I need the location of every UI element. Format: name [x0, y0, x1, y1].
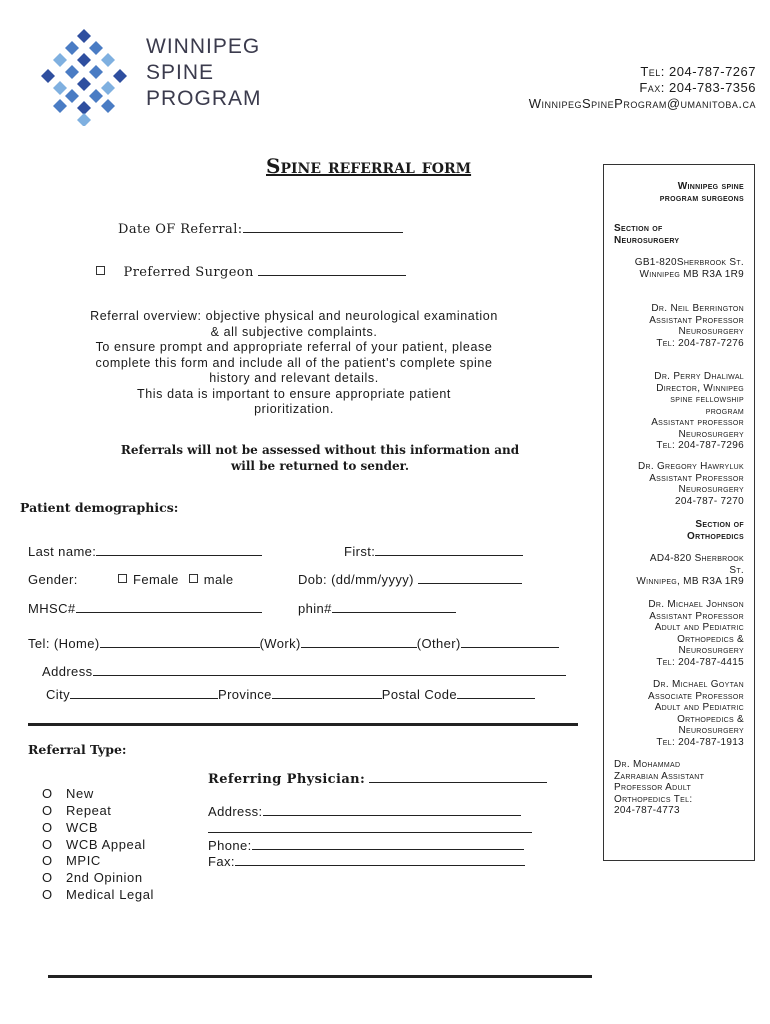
- logo-diamond: [53, 53, 67, 67]
- physician-address-field[interactable]: [263, 804, 521, 816]
- surgeon-entry: [649, 303, 744, 349]
- neurosurgery-heading-line: Section of: [614, 223, 663, 234]
- radio-marker[interactable]: O: [42, 887, 53, 902]
- surgeon-entry-line: Dr. Mohammad: [614, 759, 681, 770]
- logo-diamond: [101, 81, 115, 95]
- address-row: [42, 664, 566, 679]
- neurosurgery-heading-line: Neurosurgery: [614, 234, 680, 246]
- surgeon-entry-line: Dr. Michael Johnson: [648, 599, 744, 610]
- physician-address-label: Address:: [208, 804, 263, 819]
- gender-options: [118, 572, 234, 587]
- contact-tel: Tel: 204-787-7267: [640, 64, 756, 79]
- preferred-surgeon-row: [96, 264, 406, 280]
- province-label: Province: [218, 687, 272, 702]
- overview-line: This data is important to ensure appropriate patient: [137, 386, 451, 401]
- surgeon-entry: [648, 679, 744, 748]
- surgeon-entry-line: Neurosurgery: [678, 428, 744, 440]
- referral-type-option[interactable]: [42, 837, 146, 852]
- orthopedics-heading-line: Section of: [695, 519, 744, 530]
- dob-row: [298, 572, 522, 587]
- radio-marker[interactable]: O: [42, 803, 53, 818]
- tel-other-field[interactable]: [461, 636, 559, 648]
- surgeon-entry-line: 204-787-4773: [614, 805, 680, 816]
- overview-line: Referral overview: objective physical and neurological examination: [90, 309, 498, 323]
- first-name-field[interactable]: [375, 544, 523, 556]
- last-name-row: [28, 544, 262, 559]
- female-label: Female: [133, 572, 179, 587]
- radio-marker[interactable]: O: [42, 870, 53, 885]
- patient-demographics-heading: Patient demographics:: [20, 500, 179, 515]
- surgeon-entry-line: Dr. Michael Goytan: [652, 679, 744, 690]
- last-name-label: Last name:: [28, 544, 97, 559]
- surgeon-entry-line: Tel: 204-787-7296: [656, 440, 744, 451]
- surgeon-entry-line: Tel: 204-787-1913: [656, 736, 744, 748]
- female-checkbox[interactable]: [118, 574, 127, 583]
- tel-home-label: Tel: (Home): [28, 636, 100, 651]
- address-field[interactable]: [93, 664, 566, 676]
- physician-phone-field[interactable]: [252, 838, 524, 850]
- contact-fax: Fax: 204-783-7356: [639, 80, 756, 95]
- surgeon-entry-line: Adult and Pediatric: [654, 622, 744, 633]
- physician-phone-row: [208, 838, 524, 853]
- referral-type-option[interactable]: [42, 870, 143, 885]
- tel-work-field[interactable]: [301, 636, 417, 648]
- radio-marker[interactable]: O: [42, 853, 53, 868]
- referral-type-label: New: [66, 786, 94, 801]
- date-of-referral-label: Date OF Referral:: [118, 222, 243, 237]
- last-name-field[interactable]: [96, 544, 262, 556]
- program-logo: [34, 26, 134, 126]
- referral-type-label: Medical Legal: [66, 887, 155, 902]
- surgeon-entry-line: Neurosurgery: [678, 725, 744, 736]
- logo-line: PROGRAM: [146, 87, 262, 110]
- overview-line: prioritization.: [254, 402, 334, 416]
- surgeon-entry: [614, 759, 704, 817]
- date-of-referral-row: [118, 221, 403, 237]
- logo-diamond: [77, 29, 91, 43]
- overview-line: To ensure prompt and appropriate referral of your patient, please: [95, 340, 493, 354]
- overview-line: history and relevant details.: [209, 371, 379, 385]
- surgeon-entry-line: Neurosurgery: [678, 326, 744, 337]
- referral-type-heading: Referral Type:: [28, 742, 127, 757]
- orthopedics-address-line: St.: [729, 564, 744, 576]
- sidebar-heading: [660, 181, 744, 204]
- surgeon-entry-line: Dr. Perry Dhaliwal: [654, 371, 744, 382]
- orthopedics-address-line: Winnipeg, MB R3A 1R9: [636, 576, 744, 587]
- city-label: City: [46, 687, 70, 702]
- preferred-surgeon-checkbox[interactable]: [96, 266, 105, 275]
- surgeon-entry-line: Neurosurgery: [678, 645, 744, 656]
- logo-wordmark: [146, 34, 262, 112]
- section-divider: [28, 723, 578, 726]
- referring-physician-label: Referring Physician:: [208, 772, 366, 787]
- first-name-row: [344, 544, 523, 559]
- physician-address-row: [208, 804, 521, 819]
- overview-line: complete this form and include all of the patient's complete spine: [95, 355, 493, 370]
- phin-row: [298, 601, 456, 616]
- logo-diamond: [53, 99, 67, 113]
- logo-diamond: [101, 53, 115, 67]
- logo-diamond: [89, 41, 103, 55]
- radio-marker[interactable]: O: [42, 820, 53, 835]
- surgeon-entry: [651, 371, 744, 452]
- sidebar-heading-line: program surgeons: [659, 192, 744, 204]
- surgeon-entry-line: 204-787- 7270: [675, 495, 744, 507]
- physician-address-line-2[interactable]: [208, 832, 532, 833]
- surgeon-entry-line: Assistant Professor: [649, 610, 744, 622]
- orthopedics-address-line: AD4-820 Sherbrook: [649, 553, 744, 564]
- sidebar-heading-line: Winnipeg spine: [677, 181, 744, 192]
- referring-physician-row: [208, 771, 547, 787]
- surgeon-entry-line: Assistant Professor: [649, 472, 744, 484]
- surgeon-entry-line: Dr. Gregory Hawryluk: [637, 461, 744, 472]
- surgeon-entry-line: Orthopedics &: [677, 633, 744, 645]
- province-field[interactable]: [272, 687, 382, 699]
- surgeon-entry-line: Professor Adult: [614, 782, 692, 793]
- logo-diamond: [77, 77, 91, 91]
- surgeon-entry-line: spine fellowship: [670, 394, 744, 405]
- referring-physician-field[interactable]: [369, 771, 547, 783]
- surgeon-entry-line: Adult and Pediatric: [654, 702, 744, 713]
- logo-line: SPINE: [146, 61, 215, 84]
- physician-fax-field[interactable]: [235, 854, 525, 866]
- surgeon-entry-line: Assistant Professor: [649, 314, 744, 326]
- postal-code-label: Postal Code: [381, 687, 458, 702]
- orthopedics-address: [636, 553, 744, 588]
- logo-diamond: [113, 69, 127, 83]
- logo-diamond: [101, 99, 115, 113]
- city-row: [46, 687, 535, 702]
- logo-diamond: [89, 65, 103, 79]
- surgeon-entry-line: Tel: 204-787-4415: [656, 656, 744, 668]
- logo-diamond: [65, 89, 79, 103]
- male-label: male: [203, 572, 234, 587]
- surgeon-entry-line: program: [705, 405, 744, 417]
- neurosurgery-heading: [614, 223, 679, 246]
- physician-fax-label: Fax:: [208, 854, 235, 869]
- referral-type-option[interactable]: [42, 853, 101, 868]
- surgeon-entry-line: Director, Winnipeg: [656, 382, 744, 394]
- logo-diamond: [77, 101, 91, 115]
- logo-diamond: [77, 113, 91, 126]
- preferred-surgeon-label: Preferred Surgeon: [123, 265, 254, 280]
- surgeon-entry-line: Orthopedics &: [677, 713, 744, 725]
- form-title: Spine referral form: [266, 154, 472, 178]
- neurosurgery-address-line: GB1-820Sherbrook St.: [634, 257, 744, 268]
- logo-diamond: [41, 69, 55, 83]
- address-label: Address: [42, 664, 93, 679]
- bottom-divider: [48, 975, 592, 978]
- surgeon-entry-line: Assistant professor: [651, 417, 744, 428]
- surgeon-entry: [648, 599, 744, 668]
- date-of-referral-field[interactable]: [243, 221, 403, 233]
- radio-marker[interactable]: O: [42, 837, 53, 852]
- logo-line: WINNIPEG: [146, 35, 261, 58]
- warning-notice: [100, 442, 540, 474]
- physician-phone-label: Phone:: [208, 838, 252, 853]
- gender-label: Gender:: [28, 572, 78, 587]
- surgeon-entry-line: Orthopedics Tel:: [614, 793, 693, 805]
- surgeon-entry-line: Associate Professor: [648, 690, 744, 702]
- logo-diamond: [53, 81, 67, 95]
- referral-type-option[interactable]: [42, 786, 94, 801]
- preferred-surgeon-field[interactable]: [258, 264, 406, 276]
- surgeon-entry-line: Neurosurgery: [678, 484, 744, 495]
- referral-type-label: MPIC: [66, 853, 101, 868]
- referral-type-option[interactable]: [42, 820, 98, 835]
- logo-diamond: [77, 53, 91, 67]
- neurosurgery-address: [635, 257, 744, 280]
- dob-label: Dob: (dd/mm/yyyy): [298, 572, 414, 587]
- tel-work-label: (Work): [259, 636, 301, 651]
- referral-type-label: WCB: [66, 820, 99, 835]
- dob-field[interactable]: [418, 572, 522, 584]
- radio-marker[interactable]: O: [42, 786, 53, 801]
- surgeon-entry-line: Tel: 204-787-7276: [656, 337, 744, 349]
- tel-other-label: (Other): [416, 636, 461, 651]
- mhsc-label: MHSC#: [28, 601, 76, 616]
- overview-line: & all subjective complaints.: [210, 324, 378, 339]
- physician-fax-row: [208, 854, 525, 869]
- telephone-row: [28, 636, 559, 651]
- male-checkbox[interactable]: [189, 574, 198, 583]
- surgeon-entry-line: Zarrabian Assistant: [614, 770, 705, 782]
- tel-home-field[interactable]: [100, 636, 260, 648]
- phin-label: phin#: [298, 601, 332, 616]
- logo-diamond: [65, 65, 79, 79]
- surgeons-sidebar: [603, 164, 755, 861]
- logo-diamond: [89, 89, 103, 103]
- referral-type-option[interactable]: [42, 803, 112, 818]
- referral-type-label: 2nd Opinion: [66, 870, 143, 885]
- phin-field[interactable]: [332, 601, 456, 613]
- mhsc-row: [28, 601, 262, 616]
- postal-code-field[interactable]: [457, 687, 535, 699]
- warning-line: Referrals will not be assessed without this information and: [120, 443, 520, 457]
- mhsc-field[interactable]: [76, 601, 262, 613]
- warning-line: will be returned to sender.: [230, 459, 410, 473]
- surgeon-entry: [638, 461, 744, 507]
- contact-email[interactable]: WinnipegSpineProgram@umanitoba.ca: [528, 96, 756, 111]
- contact-block: [529, 64, 756, 112]
- referral-type-label: WCB Appeal: [66, 837, 146, 852]
- surgeon-entry-line: Dr. Neil Berrington: [651, 303, 744, 314]
- first-name-label: First:: [344, 544, 376, 559]
- logo-diamond: [65, 41, 79, 55]
- neurosurgery-address-line: Winnipeg MB R3A 1R9: [639, 268, 744, 280]
- referral-overview: [44, 309, 544, 418]
- orthopedics-heading-line: Orthopedics: [687, 530, 744, 542]
- orthopedics-heading: [687, 519, 744, 542]
- referral-type-label: Repeat: [66, 803, 112, 818]
- referral-type-option[interactable]: [42, 887, 154, 902]
- city-field[interactable]: [70, 687, 218, 699]
